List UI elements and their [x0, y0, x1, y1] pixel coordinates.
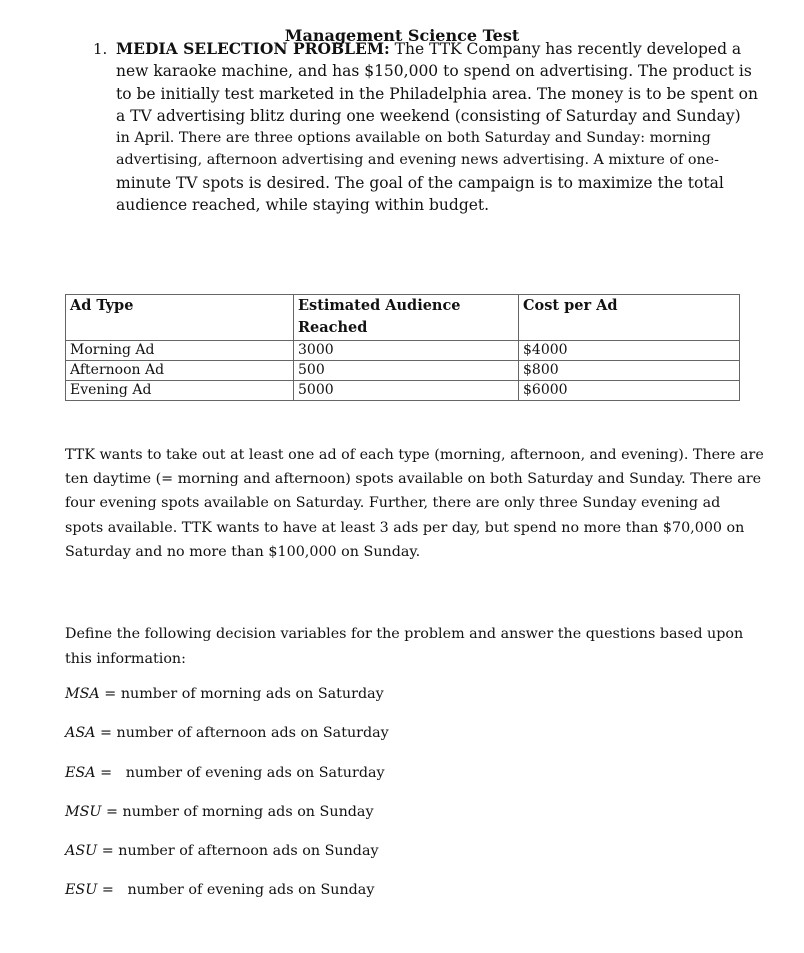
header-audience: Estimated Audience Reached: [294, 295, 519, 341]
variable-name: ASU: [65, 843, 98, 860]
text-line: this information:: [65, 650, 186, 667]
cell: Afternoon Ad: [66, 361, 294, 381]
constraints-paragraph: [65, 443, 764, 564]
variable-definition: [65, 880, 389, 919]
text-line: four evening spots available on Saturday. Further, there are only three Sunday evening ad: [65, 495, 721, 512]
variable-definition: [65, 723, 389, 762]
text-line: Saturday and no more than $100,000 on Sunday.: [65, 543, 421, 560]
variable-desc: = number of afternoon ads on Saturday: [95, 725, 389, 742]
table-header: [66, 295, 740, 341]
cell: $4000: [519, 341, 740, 361]
text-line: TTK wants to take out at least one ad of each type (morning, afternoon, and evening). There are: [65, 447, 764, 463]
text-line: audience reached, while staying within budget.: [116, 196, 490, 215]
text-line: advertising, afternoon advertising and evening news advertising. A mixture of one-: [116, 152, 719, 169]
variable-desc: = number of evening ads on Sunday: [97, 882, 375, 899]
variable-definition: [65, 802, 389, 841]
variable-desc: = number of afternoon ads on Sunday: [97, 843, 379, 860]
variable-definition: [65, 684, 389, 723]
text-line: minute TV spots is desired. The goal of the campaign is to maximize the total: [116, 173, 724, 192]
text-line: spots available. TTK wants to have at least 3 ads per day, but spend no more than $70,000 on: [65, 519, 745, 536]
text-line: Define the following decision variables for the problem and answer the questions based upon: [65, 626, 744, 642]
cell: 3000: [294, 341, 519, 361]
text-line: ten daytime (= morning and afternoon) spots available on both Saturday and Sunday. There are: [65, 471, 762, 488]
table-row: [66, 361, 740, 381]
variable-name: ESA: [65, 764, 96, 781]
cell: Morning Ad: [66, 341, 294, 361]
table-row: [66, 341, 740, 361]
variable-name: ASA: [65, 725, 96, 742]
problem-heading: MEDIA SELECTION PROBLEM:: [116, 39, 390, 58]
cell: 5000: [294, 381, 519, 401]
problem-statement: [116, 38, 756, 216]
cell: 500: [294, 361, 519, 381]
cell: $6000: [519, 381, 740, 401]
ad-table: [65, 294, 740, 401]
table-row: [66, 381, 740, 401]
variable-name: MSA: [65, 686, 100, 702]
cell: $800: [519, 361, 740, 381]
variable-definition: [65, 763, 389, 802]
text-line: a TV advertising blitz during one weekend (consisting of Saturday and Sunday): [116, 106, 741, 125]
text-line: new karaoke machine, and has $150,000 to spend on advertising. The product is: [116, 62, 752, 81]
page-title: Management Science Test: [284, 26, 520, 45]
problem-number: 1.: [93, 40, 108, 58]
variable-list: [65, 684, 389, 920]
variable-desc: = number of evening ads on Saturday: [95, 764, 385, 781]
header-cost: Cost per Ad: [519, 295, 740, 341]
cell: Evening Ad: [66, 381, 294, 401]
variable-definition: [65, 841, 389, 880]
text-line: in April. There are three options available on both Saturday and Sunday: morning: [116, 130, 711, 147]
define-paragraph: [65, 622, 743, 671]
header-ad-type: Ad Type: [66, 295, 294, 341]
variable-desc: = number of morning ads on Saturday: [99, 686, 384, 702]
text-line: to be initially test marketed in the Philadelphia area. The money is to be spent on: [116, 84, 758, 103]
text-line: The TTK Company has recently developed a: [389, 40, 742, 58]
variable-name: MSU: [65, 803, 102, 820]
variable-name: ESU: [65, 882, 98, 899]
variable-desc: = number of morning ads on Sunday: [101, 803, 374, 820]
